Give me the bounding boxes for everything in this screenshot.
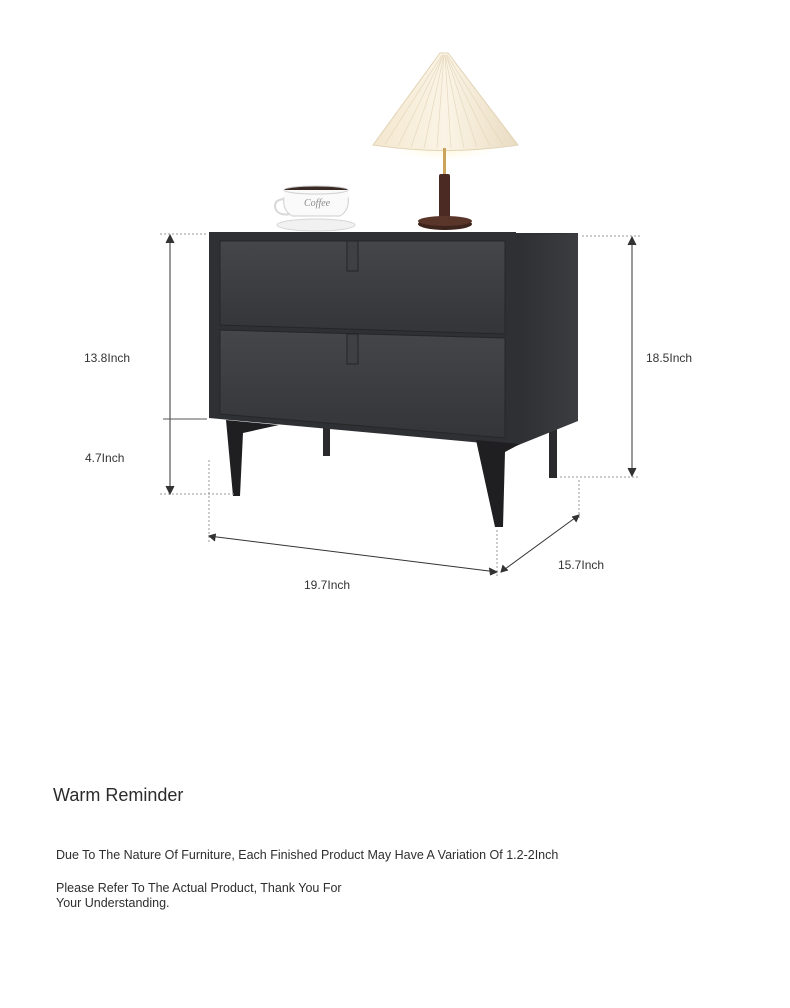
drawer-bottom-handle bbox=[347, 334, 358, 364]
reminder-thanks-note: Please Refer To The Actual Product, Thank You For Your Understanding. bbox=[56, 881, 342, 910]
table-lamp bbox=[373, 53, 518, 230]
cup-label: Coffee bbox=[304, 198, 331, 209]
cup-saucer bbox=[277, 219, 355, 231]
lamp-stem bbox=[443, 148, 446, 176]
front-leg-left bbox=[226, 420, 279, 496]
lamp-body bbox=[439, 174, 450, 220]
reminder-variation-note: Due To The Nature Of Furniture, Each Finished Product May Have A Variation Of 1.2-2Inch bbox=[56, 848, 559, 862]
dimension-width-label: 19.7Inch bbox=[304, 578, 351, 592]
dimension-depth-label: 15.7Inch bbox=[558, 558, 605, 572]
dimension-leg-height-label: 4.7Inch bbox=[85, 451, 125, 465]
dimension-back-height-label: 18.5Inch bbox=[646, 351, 693, 365]
front-leg-right bbox=[476, 440, 520, 527]
coffee-cup bbox=[275, 186, 355, 231]
drawer-top bbox=[220, 241, 505, 334]
nightstand bbox=[209, 232, 578, 527]
reminder-title: Warm Reminder bbox=[53, 785, 184, 805]
drawer-top-handle bbox=[347, 241, 358, 271]
cabinet-side bbox=[516, 233, 578, 446]
dimension-total-height-label: 13.8Inch bbox=[84, 351, 131, 365]
back-leg-left bbox=[323, 428, 330, 456]
